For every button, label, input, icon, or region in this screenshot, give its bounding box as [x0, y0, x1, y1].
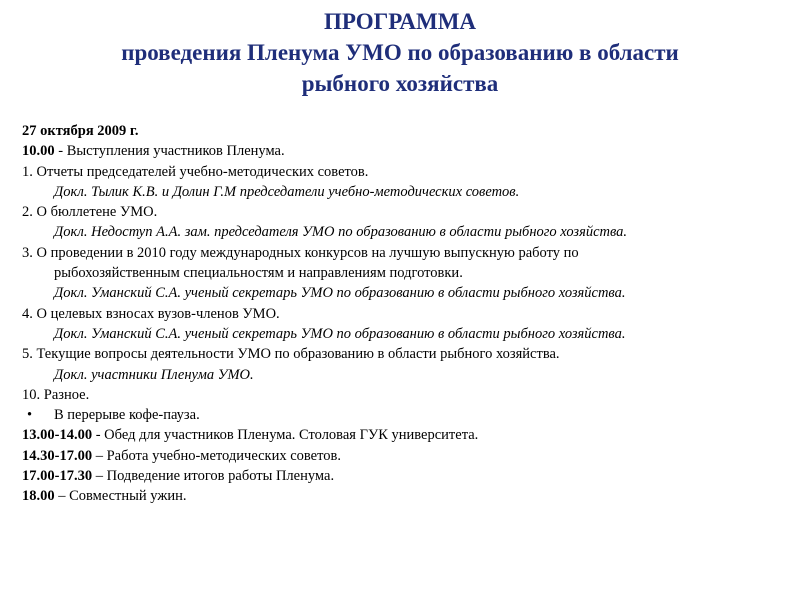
agenda-item-1-speaker: Докл. Тылик К.В. и Долин Г.М председатели учебно-методических советов.: [54, 183, 520, 200]
agenda-item-5-speaker: Докл. участники Пленума УМО.: [54, 366, 254, 383]
agenda-item-3-continued: рыбохозяйственным специальностям и направлениям подготовки.: [54, 265, 463, 282]
session-time: 10.00: [22, 143, 55, 160]
schedule-row: [22, 446, 792, 466]
agenda-item-2-speaker: Докл. Недоступ А.А. зам. председателя УМО по образованию в области рыбного хозяйства.: [54, 224, 628, 241]
agenda-item-4: 4. О целевых взносах вузов-членов УМО.: [22, 305, 280, 322]
schedule-time: 18.00: [22, 488, 55, 505]
agenda-item-3-speaker: Докл. Уманский С.А. ученый секретарь УМО по образованию в области рыбного хозяйства.: [54, 285, 626, 302]
title-line-2: проведения Пленума УМО по образованию в области: [121, 40, 679, 65]
schedule-text: – Работа учебно-методических советов.: [92, 447, 341, 464]
program-date: 27 октября 2009 г.: [22, 123, 139, 139]
agenda-item-1: 1. Отчеты председателей учебно-методических советов.: [22, 163, 369, 180]
bullet-icon: •: [27, 407, 33, 424]
agenda-item-5: 5. Текущие вопросы деятельности УМО по образованию в области рыбного хозяйства.: [22, 346, 560, 363]
schedule-time: 13.00-14.00: [22, 427, 93, 444]
agenda-item-2: 2. О бюллетене УМО.: [22, 204, 158, 221]
schedule-text: – Подведение итогов работы Пленума.: [92, 468, 335, 485]
session-heading: [22, 141, 792, 161]
schedule-text: - Обед для участников Пленума. Столовая ГУК университета.: [92, 427, 479, 444]
schedule-time: 14.30-17.00: [22, 447, 93, 464]
page-title: [0, 6, 800, 99]
title-line-1: ПРОГРАММА: [323, 9, 477, 34]
schedule-row: [22, 466, 792, 486]
agenda-item-3: 3. О проведении в 2010 году международных конкурсов на лучшую выпускную работу по: [22, 244, 579, 261]
title-line-3: рыбного хозяйства: [301, 71, 499, 96]
schedule-row: [22, 425, 792, 445]
program-body: [22, 121, 792, 507]
agenda-item-10: 10. Разное.: [22, 386, 90, 403]
schedule-text: – Совместный ужин.: [54, 488, 187, 505]
schedule-time: 17.00-17.30: [22, 468, 93, 485]
coffee-break-text: В перерыве кофе-пауза.: [54, 407, 200, 424]
agenda-item-4-speaker: Докл. Уманский С.А. ученый секретарь УМО по образованию в области рыбного хозяйства.: [54, 325, 626, 342]
schedule-row: [22, 486, 792, 506]
session-text: - Выступления участников Пленума.: [54, 143, 285, 160]
coffee-break-note: [22, 405, 792, 425]
